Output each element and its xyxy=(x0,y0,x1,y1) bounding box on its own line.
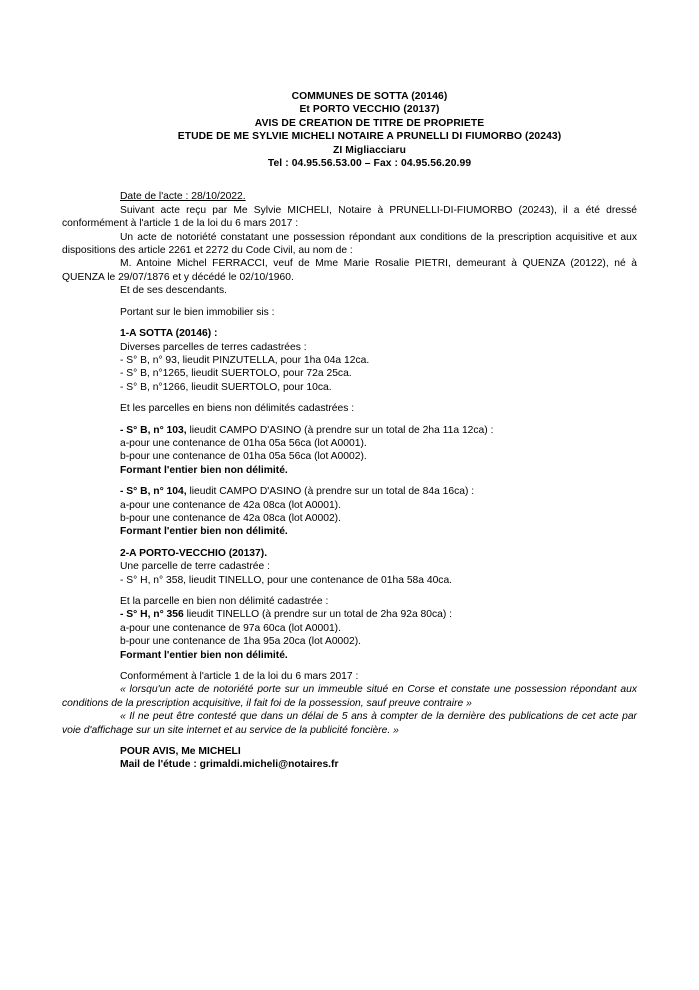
spacer xyxy=(62,394,637,402)
office-phone-fax-line: Tel : 04.95.56.53.00 – Fax : 04.95.56.20.99 xyxy=(267,158,472,170)
notice-body xyxy=(62,190,637,771)
spacer xyxy=(62,539,637,547)
recital-paragraph-1: Suivant acte reçu par Me Sylvie MICHELI, Notaire à PRUNELLI-DI-FIUMORBO (20243), il a été dressé conformément à l'article 1 de la loi du 6 mars 2017 : xyxy=(62,204,637,230)
pour-avis-line: POUR AVIS, Me MICHELI xyxy=(120,746,241,758)
recital-paragraph-2: Un acte de notoriété constatant une possession répondant aux conditions de la prescription acquisitive et aux dispositions des article 2261 et 2272 du Code Civil, au nom de : xyxy=(62,231,637,257)
bnd-parcel-103-ref-bold: - S° B, n° 103, xyxy=(120,424,187,436)
letterhead xyxy=(62,90,637,170)
pv-parcel-line: - S° H, n° 358, lieudit TINELLO, pour une contenance de 01ha 58a 40ca. xyxy=(120,574,453,586)
sotta-parcel-line: - S° B, n°1266, lieudit SUERTOLO, pour 10ca. xyxy=(120,381,332,393)
bnd-parcel-104-lot-b: b-pour une contenance de 42a 08ca (lot A0002). xyxy=(120,512,341,524)
acte-date-line xyxy=(62,190,637,203)
bnd-parcel-356-closing: Formant l'entier bien non délimité. xyxy=(120,649,288,661)
section-sotta-heading: 1-A SOTTA (20146) : xyxy=(120,328,218,340)
office-mail-line: Mail de l'étude : grimaldi.micheli@notaires.fr xyxy=(120,759,339,771)
notary-office-line: ETUDE DE ME SYLVIE MICHELI NOTAIRE A PRUNELLI DI FIUMORBO (20243) xyxy=(177,131,562,143)
letterhead-commune-line-2: Et PORTO VECCHIO (20137) xyxy=(299,104,440,116)
sotta-parcel-line: - S° B, n° 93, lieudit PINZUTELLA, pour 1ha 04a 12ca. xyxy=(120,354,370,366)
notice-title: AVIS DE CREATION DE TITRE DE PROPRIETE xyxy=(254,117,485,129)
sotta-parcels-intro: Diverses parcelles de terres cadastrées : xyxy=(120,341,307,353)
bnd-parcel-103-lot-a: a-pour une contenance de 01ha 05a 56ca (lot A0001). xyxy=(120,437,367,449)
acte-date-text: Date de l'acte : 28/10/2022. xyxy=(120,191,246,203)
legal-quote-2: « Il ne peut être contesté que dans un délai de 5 ans à compter de la dernière des publications de cet acte par voie d'affichage sur un site internet et au service de la publicité foncière. » xyxy=(62,711,637,736)
sotta-bnd-intro: Et les parcelles en biens non délimités cadastrées : xyxy=(120,403,355,415)
spacer xyxy=(62,737,637,745)
bnd-parcel-103-closing: Formant l'entier bien non délimité. xyxy=(120,464,288,476)
spacer xyxy=(62,662,637,670)
bnd-parcel-104-ref-rest: lieudit CAMPO D'ASINO (à prendre sur un total de 84a 16ca) : xyxy=(186,486,475,498)
bnd-parcel-356-ref-rest: lieudit TINELLO (à prendre sur un total de 2ha 92a 80ca) : xyxy=(183,609,453,621)
bnd-parcel-104-closing: Formant l'entier bien non délimité. xyxy=(120,526,288,538)
bnd-parcel-104-lot-a: a-pour une contenance de 42a 08ca (lot A0001). xyxy=(120,499,341,511)
pv-bnd-intro: Et la parcelle en bien non délimité cadastrée : xyxy=(120,596,329,607)
bnd-parcel-356-lot-b: b-pour une contenance de 1ha 95a 20ca (lot A0002). xyxy=(120,636,362,648)
spacer xyxy=(62,587,637,595)
bnd-parcel-104-ref-bold: - S° B, n° 104, xyxy=(120,486,187,498)
letterhead-commune-line-1: COMMUNES DE SOTTA (20146) xyxy=(291,91,448,102)
pv-parcel-intro: Une parcelle de terre cadastrée : xyxy=(120,561,270,573)
bnd-parcel-356-lot-a: a-pour une contenance de 97a 60ca (lot A0001). xyxy=(120,622,341,634)
bnd-parcel-356-ref xyxy=(62,608,637,621)
sotta-parcel-line: - S° B, n°1265, lieudit SUERTOLO, pour 72a 25ca. xyxy=(120,368,352,380)
bnd-parcel-356-ref-bold: - S° H, n° 356 xyxy=(120,609,184,621)
bnd-parcel-104-ref xyxy=(62,485,637,498)
bnd-parcel-103-ref-rest: lieudit CAMPO D'ASINO (à prendre sur un total de 2ha 11a 12ca) : xyxy=(186,424,494,436)
bnd-parcel-103-lot-b: b-pour une contenance de 01ha 05a 56ca (lot A0002). xyxy=(120,451,367,463)
spacer xyxy=(62,416,637,424)
descendants-line: Et de ses descendants. xyxy=(120,285,228,297)
owner-paragraph: M. Antoine Michel FERRACCI, veuf de Mme Marie Rosalie PIETRI, demeurant à QUENZA (20122), né à QUENZA le 29/07/1876 et y décédé le 02/10/1960. xyxy=(62,258,637,283)
section-porto-vecchio-heading: 2-A PORTO-VECCHIO (20137). xyxy=(120,547,268,559)
legal-quote-1: « lorsqu'un acte de notoriété porte sur un immeuble situé en Corse et constate une possession répondant aux conditions de la prescription acquisitive, il fait foi de la possession, sauf preuve contraire » xyxy=(62,684,637,709)
legal-intro-line: Conformément à l'article 1 de la loi du 6 mars 2017 : xyxy=(120,671,359,683)
spacer xyxy=(62,298,637,306)
spacer xyxy=(62,477,637,485)
spacer xyxy=(62,319,637,327)
bnd-parcel-103-ref xyxy=(62,424,637,437)
office-address-line: ZI Migliacciaru xyxy=(332,144,407,156)
property-intro-line: Portant sur le bien immobilier sis : xyxy=(120,306,275,318)
